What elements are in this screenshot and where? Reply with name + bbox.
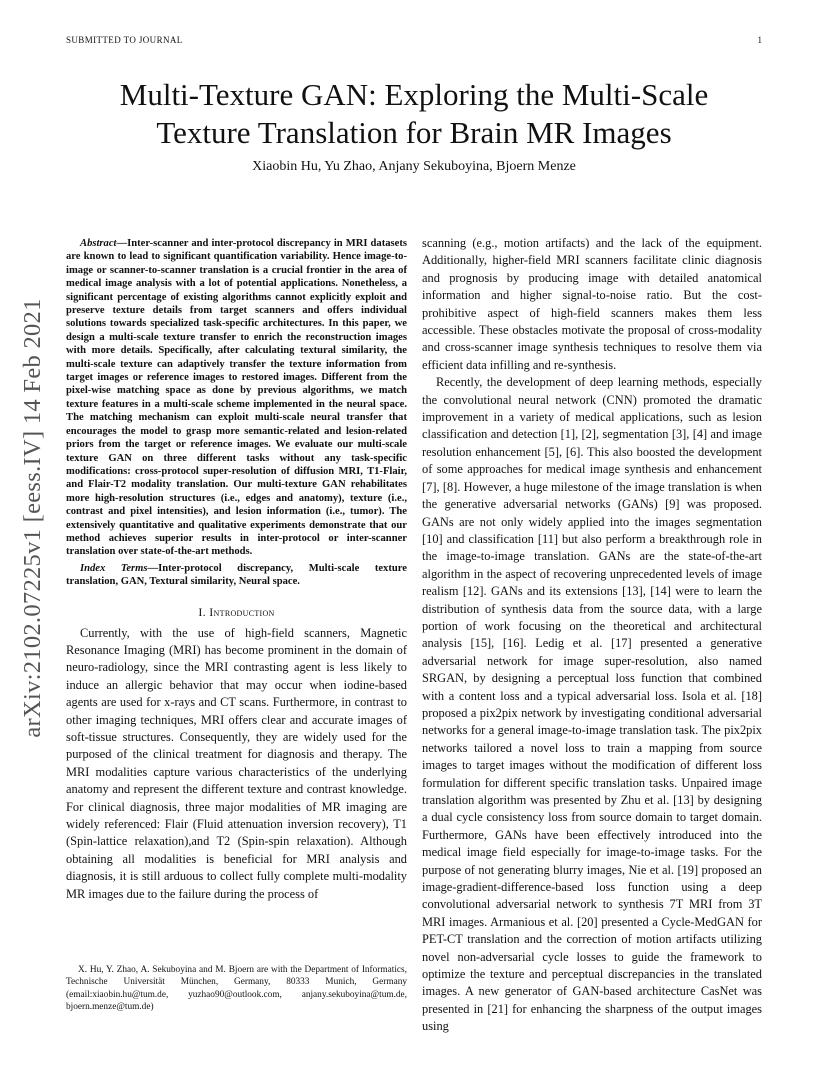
paper-title	[66, 76, 762, 152]
abstract	[66, 237, 407, 559]
abstract-text: —Inter-scanner and inter-protocol discrepancy in MRI datasets are known to lead to significant quantification variability. Hence image-to-image or scanner-to-scanner translation is a crucial frontier in the area of medical image analysis with a lot of potential applications. Nonetheless, a significant percentage of existing algorithms cannot explicitly exploit and preserve texture details from target scanners and offers individual solutions towards specialized task-specific architectures. In this paper, we design a multi-scale texture transfer to enrich the reconstruction images with more details. Specifically, after calculating textural similarity, the multi-scale texture can adaptively transfer the texture information from target images or reference images to restored images. Different from the pixel-wise matching space as done by previous algorithms, we match texture features in a multi-scale scheme implemented in the neural space. The matching mechanism can exploit multi-scale neural transfer that encourages the model to grasp more semantic-related and lesion-related priors from the target or reference images. We evaluate our multi-scale texture GAN on three different tasks without any task-specific modifications: cross-protocol super-resolution of diffusion MRI, T1-Flair, and Flair-T2 modality translation. Our multi-texture GAN rehabilitates more high-resolution structures (i.e., edges and anatomy), texture (i.e., contrast and pixel intensities), and lesion information (i.e., tumor). The extensively quantitative and qualitative experiments demonstrate that our method achieves superior results in inter-protocol or inter-scanner translation over state-of-the-art methods.	[66, 238, 407, 558]
section-numeral: I.	[198, 604, 210, 619]
index-terms	[66, 562, 407, 589]
title-line-1: Multi-Texture GAN: Exploring the Multi-Scale	[119, 77, 709, 112]
intro-paragraph-related-work: Recently, the development of deep learning methods, especially the convolutional neural network (CNN) promoted the dramatic improvement in a variety of medical applications, such as lesion classification and detection [1], [2], segmentation [3], [4] and image resolution enhancement [5], [6]. This also boosted the development of some approaches for medical image synthesis and enhancement [7], [8]. However, a huge milestone of the image translation is when the generative adversarial networks (GANs) [9] was proposed. GANs are not only widely applied into the images segmentation [10] and classification [11] but also perform a breakthrough role in the image-to-image translation. GANs are the state-of-the-art algorithm in the aspect of recovering unprecedented levels of image realism [12]. GANs and its extensions [13], [14] were to learn the distribution of synthesis data from the source data, with a large portion of work focusing on the theoretical and architectural analysis [15], [16]. Ledig et al. [17] presented a generative adversarial network for image super-resolution, also named SRGAN, by designing a perceptual loss function that combined with a content loss and a typical adversarial loss. Isola et al. [18] proposed a pix2pix network by investigating conditional adversarial networks for a general image-to-image translation task. The pix2pix networks tailored a novel loss to train a mapping from source images to target images without the modification of different loss formulation for different specific translation tasks. Unpaired image translation algorithm was presented by Zhu et al. [13] by designing a dual cycle consistency loss from source domain to target domain. Furthermore, GANs have been effectively introduced into the medical image field especially for image-to-image tasks. For the purpose of not generating blurry images, Nie et al. [19] proposed an image-gradient-difference-based loss function using a deep convolutional adversarial network to synthesis 7T MRI from 3T MRI images. Armanious et al. [20] presented a Cycle-MedGAN for PET-CT translation and the correction of motion artifacts utilizing novel non-adversarial cycle losses to guide the framework to optimize the texture and perceptual discrepancies in the translated images. A new generator of GAN-based architecture CasNet was presented in [21] for enhancing the sharpness of the output images using	[422, 375, 762, 1034]
author-list: Xiaobin Hu, Yu Zhao, Anjany Sekuboyina, Bjoern Menze	[252, 159, 576, 174]
abstract-label: Abstract	[80, 238, 117, 249]
right-column	[422, 235, 762, 1036]
page-number: 1	[757, 35, 762, 45]
running-header: SUBMITTED TO JOURNAL	[66, 35, 183, 45]
intro-paragraph-left: Currently, with the use of high-field scanners, Magnetic Resonance Imaging (MRI) has become prominent in the domain of neuro-radiology, since the MRI contrasting agent is less likely to induce an allergic behavior that may occur when iodine-based agents are used for x-rays and CT scans. Furthermore, in contrast to other imaging techniques, MRI offers clear and accurate images of soft-tissue structures. Consequently, they are widely used for the purposed of the clinical treatment for diagnosis and therapy. The MRI modalities capture various characteristics of the underlying anatomy and represent the different texture and contrast knowledge. For clinical diagnosis, three major modalities of MR imaging are widely referenced: Flair (Fluid attenuation inversion recovery), T1 (Spin-lattice relaxation),and T2 (Spin-spin relaxation). Although obtaining all modalities is beneficial for MRI analysis and diagnosis, it is still arduous to collect fully complete multi-modality MR images due to the failure during the process of	[66, 625, 407, 901]
left-column	[66, 237, 407, 903]
intro-paragraph-continued: scanning (e.g., motion artifacts) and the lack of the equipment. Additionally, higher-field MRI scanners facilitate clinic diagnosis and prognosis by producing image with detailed anatomical information and higher signal-to-noise ratio. But the cost-prohibitive aspect of high-field scanners makes them less accessible. These obstacles motivate the proposal of cross-modality and cross-scanner image synthesis techniques to resolve them via efficient data infilling and re-synthesis.	[422, 236, 762, 372]
index-terms-label: Index Terms	[80, 562, 148, 574]
arxiv-id: arXiv:2102.07225v1 [eess.IV] 14 Feb 2021	[19, 297, 46, 738]
arxiv-stamp	[10, 289, 56, 746]
section-heading-introduction	[66, 605, 407, 620]
index-terms-text: —Inter-protocol discrepancy, Multi-scale texture translation, GAN, Textural similarity, Neural space.	[66, 562, 407, 588]
section-name: Introduction	[209, 604, 275, 619]
author-footnote: X. Hu, Y. Zhao, A. Sekuboyina and M. Bjoern are with the Department of Informatics, Technische Universität München, Germany, 80333 Munich, Germany (email:xiaobin.hu@tum.de, yuzhao90@outlook.com, anjany.sekuboyina@tum.de, bjoern.menze@tum.de)	[66, 965, 407, 1013]
title-line-2: Texture Translation for Brain MR Images	[156, 115, 672, 150]
